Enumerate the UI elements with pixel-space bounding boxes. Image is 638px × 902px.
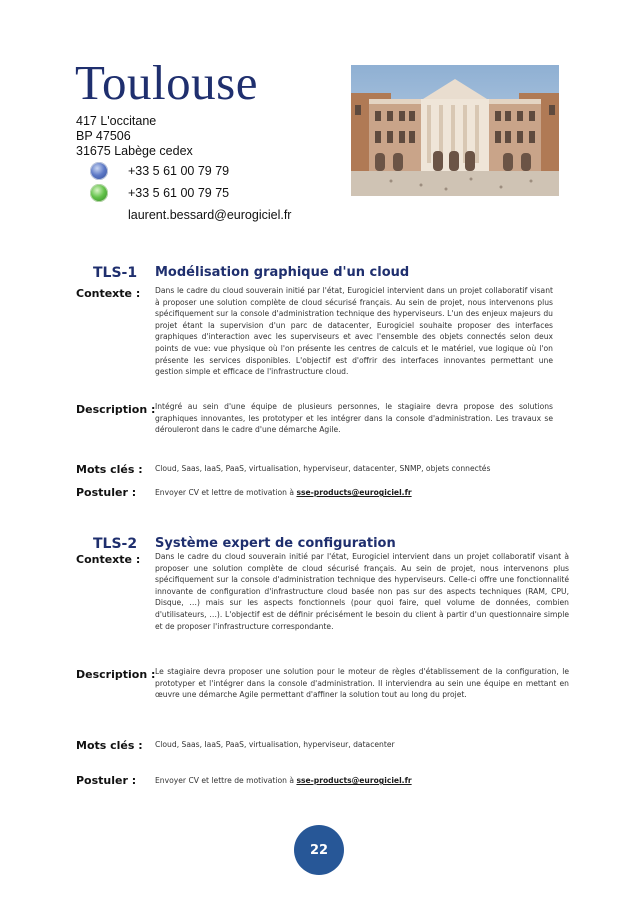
postuler-text: Envoyer CV et lettre de motivation à <box>155 776 295 785</box>
mobile-number: +33 5 61 00 79 75 <box>128 186 230 200</box>
postuler-email-link[interactable]: sse-products@eurogiciel.fr <box>296 776 412 785</box>
contexte-label: Contexte : <box>76 287 141 300</box>
description-label: Description : <box>76 668 156 681</box>
postuler-line <box>155 776 412 785</box>
contexte-text: Dans le cadre du cloud souverain initié par l'état, Eurogiciel intervient dans un projet collaboratif visant à proposer une solution complète de cloud sécurisé français. Au sein de projet, nous intervenons plus spécifiquement sur la console d'administration technique des hyperviseurs. Celle-ci offre une fonctionnalité innovante de configuration d'infrastructure cloud basée non pas sur des aspects techniques (RAM, CPU, Disque, …) mais sur les aspects fonctionnels (pour quoi faire, quel volume de données, combien d'utilisateurs, …). L'objectif est de définir précisément le besoin du client à partir d'un questionnaire simple et de proposer l'infrastructure correspondante. <box>155 552 569 631</box>
postuler-line <box>155 488 412 497</box>
offer-ref: TLS-2 <box>93 536 138 552</box>
phone-number: +33 5 61 00 79 79 <box>128 164 230 178</box>
postuler-label: Postuler : <box>76 486 137 499</box>
mobile-row <box>90 184 230 202</box>
capitole-photo <box>351 65 559 196</box>
mots-cles-label: Mots clés : <box>76 463 143 476</box>
postuler-email-link[interactable]: sse-products@eurogiciel.fr <box>296 488 412 497</box>
address-block <box>76 114 193 159</box>
mots-cles-text: Cloud, Saas, IaaS, PaaS, virtualisation, hyperviseur, datacenter, SNMP, objets connectés <box>155 464 491 473</box>
address-line: BP 47506 <box>76 129 131 143</box>
offer-ref: TLS-1 <box>93 265 138 281</box>
offer-title: Modélisation graphique d'un cloud <box>155 265 410 280</box>
phone-icon <box>90 162 108 180</box>
description-text: Le stagiaire devra proposer une solution pour le moteur de règles d'établissement de la configuration, le prototyper et l'intégrer dans la console d'administration. Il interviendra au sein une équipe en mettant en œuvre une démarche Agile permettant d'affiner la solution tout au long du projet. <box>155 667 569 700</box>
phone-row <box>90 162 230 180</box>
contexte-label: Contexte : <box>76 553 141 566</box>
page-number-badge: 22 <box>294 825 344 875</box>
postuler-label: Postuler : <box>76 774 137 787</box>
contexte-text: Dans le cadre du cloud souverain initié par l'état, Eurogiciel intervient dans un projet collaboratif visant à proposer une solution complète de cloud sécurisé français. Au sein de projet, nous intervenons plus spécifiquement sur la console d'administration technique des hyperviseurs. L'un des enjeux majeurs du projet étant la supervision d'un parc de datacenter, Eurogiciel souhaite proposer des interfaces graphiques d'interaction avec les superviseurs et avec l'ensemble des objets connectés selon deux points de vue: vue physique où l'on présente les centres de calculs et le matériel, vue logique où l'on présente les services disponibles. L'objectif est d'offrir des interfaces innovantes permettant une gestion simple et efficace de l'infrastructure cloud. <box>155 286 553 377</box>
mobile-phone-icon <box>90 184 108 202</box>
city-title: Toulouse <box>75 55 258 110</box>
address-line: 31675 Labège cedex <box>76 144 193 158</box>
contact-email[interactable]: laurent.bessard@eurogiciel.fr <box>128 208 292 222</box>
address-line: 417 L'occitane <box>76 114 157 128</box>
mots-cles-label: Mots clés : <box>76 739 143 752</box>
mots-cles-text: Cloud, Saas, IaaS, PaaS, virtualisation, hyperviseur, datacenter <box>155 740 395 749</box>
postuler-text: Envoyer CV et lettre de motivation à <box>155 488 295 497</box>
offer-title: Système expert de configuration <box>155 536 396 551</box>
description-label: Description : <box>76 403 156 416</box>
description-text: Intégré au sein d'une équipe de plusieurs personnes, le stagiaire devra propose des solutions graphiques innovantes, les prototyper et les intégrer dans la console d'administration. Les travaux se dérouleront dans le cadre d'une démarche Agile. <box>155 402 553 435</box>
